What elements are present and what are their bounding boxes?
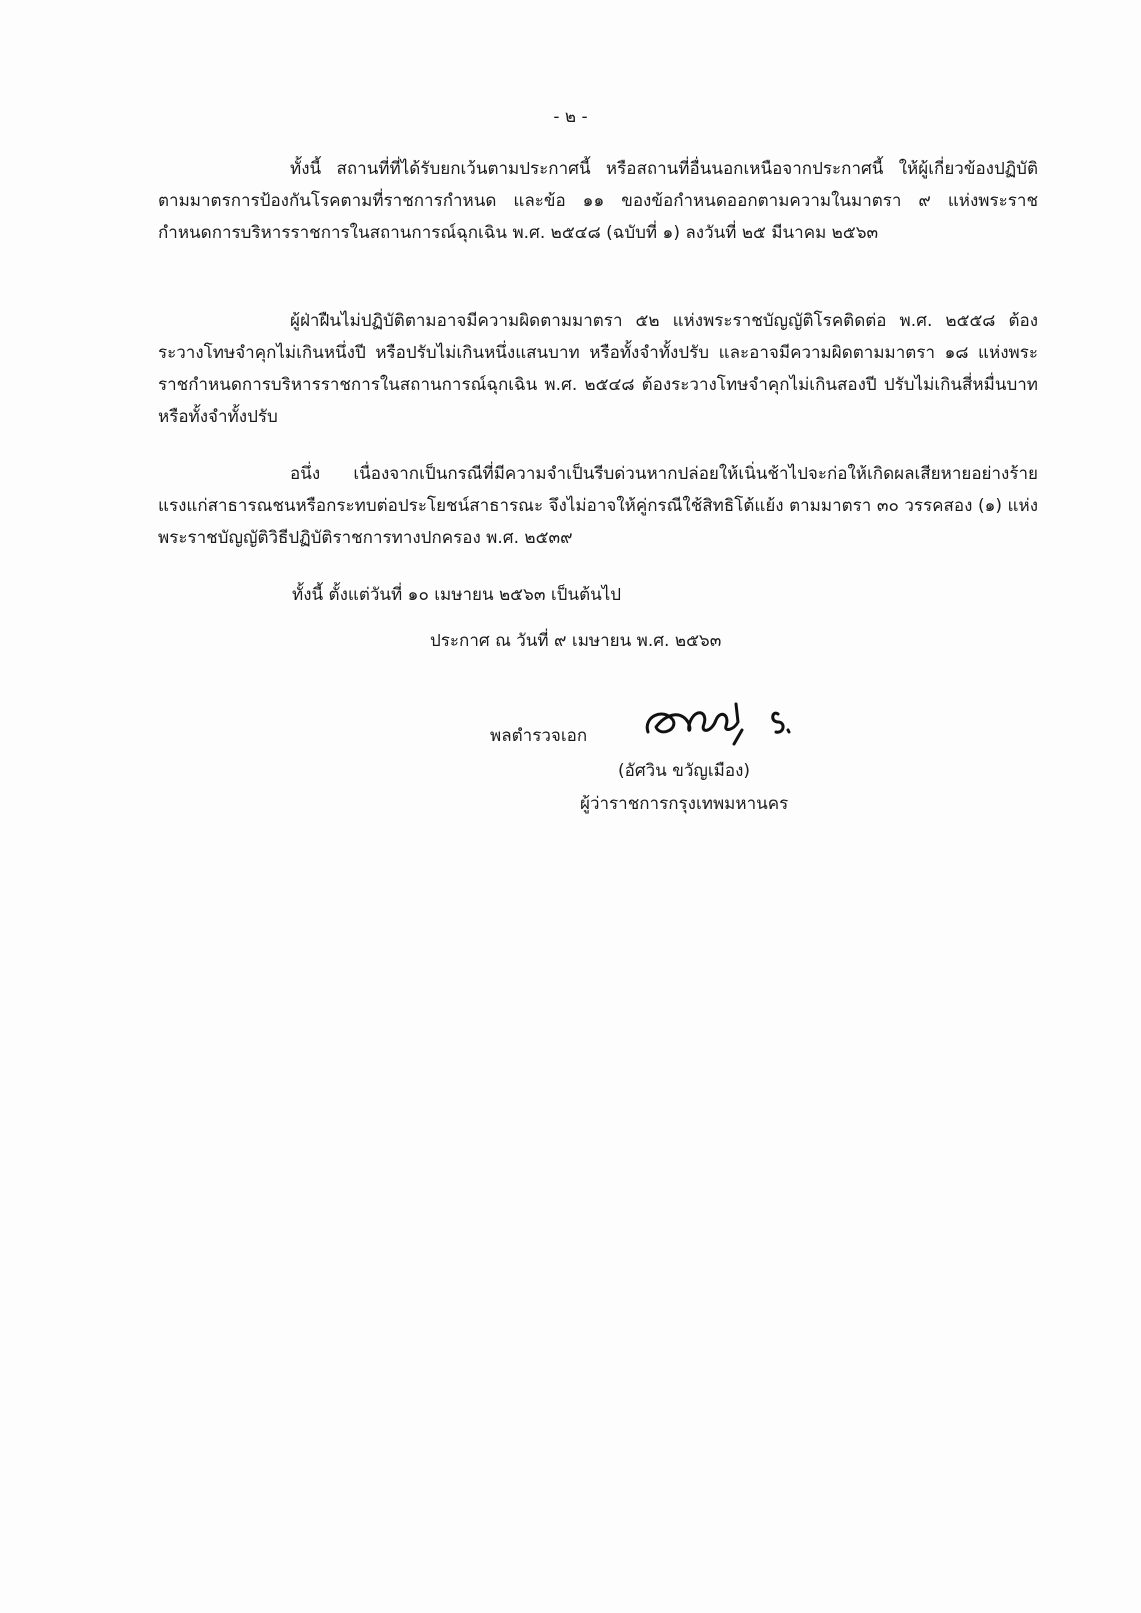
signatory-position: ผู้ว่าราชการกรุงเทพมหานคร: [580, 794, 789, 814]
paragraph-text: ผู้ฝ่าฝืนไม่ปฏิบัติตามอาจมีความผิดตามมาตรา ๕๒ แห่งพระราชบัญญัติโรคติดต่อ พ.ศ. ๒๕๕๘ ต้องระวางโทษจำคุกไม่เกินหนึ่งปี หรือปรับไม่เกินหนึ่งแสนบาท หรือทั้งจำทั้งปรับ และอาจมีความผิดตามมาตรา ๑๘ แห่งพระราชกำหนดการบริหารราชการในสถานการณ์ฉุกเฉิน พ.ศ. ๒๕๔๘ ต้องระวางโทษจำคุกไม่เกินสองปี ปรับไม่เกินสี่หมื่นบาท หรือทั้งจำทั้งปรับ: [158, 311, 1038, 427]
paragraph-exemptions: [158, 153, 1038, 249]
page-number: - ๒ -: [553, 107, 588, 127]
paragraph-text: อนึ่ง เนื่องจากเป็นกรณีที่มีความจำเป็นรีบด่วนหากปล่อยให้เนิ่นช้าไปจะก่อให้เกิดผลเสียหายอย่างร้ายแรงแก่สาธารณชนหรือกระทบต่อประโยชน์สาธารณะ จึงไม่อาจให้คู่กรณีใช้สิทธิโต้แย้ง ตามมาตรา ๓๐ วรรคสอง (๑) แห่งพระราชบัญญัติวิธีปฏิบัติราชการทางปกครอง พ.ศ. ๒๕๓๙: [158, 464, 1038, 548]
announcement-date: ประกาศ ณ วันที่ ๙ เมษายน พ.ศ. ๒๕๖๓: [430, 631, 722, 651]
signatory-rank: พลตำรวจเอก: [490, 726, 588, 746]
paragraph-text: ทั้งนี้ สถานที่ที่ได้รับยกเว้นตามประกาศนี้ หรือสถานที่อื่นนอกเหนือจากประกาศนี้ ให้ผู้เกี่ยวข้องปฏิบัติตามมาตรการป้องกันโรคตามที่ราชการกำหนด และข้อ ๑๑ ของข้อกำหนดออกตามความในมาตรา ๙ แห่งพระราชกำหนดการบริหารราชการในสถานการณ์ฉุกเฉิน พ.ศ. ๒๕๔๘ (ฉบับที่ ๑) ลงวันที่ ๒๕ มีนาคม ๒๕๖๓: [158, 159, 1038, 243]
paragraph-urgency: [158, 458, 1038, 554]
signatory-name: (อัศวิน ขวัญเมือง): [618, 761, 751, 781]
paragraph-penalties: [158, 305, 1038, 433]
handwritten-signature: [638, 692, 818, 752]
effective-date: ทั้งนี้ ตั้งแต่วันที่ ๑๐ เมษายน ๒๕๖๓ เป็นต้นไป: [292, 585, 622, 605]
